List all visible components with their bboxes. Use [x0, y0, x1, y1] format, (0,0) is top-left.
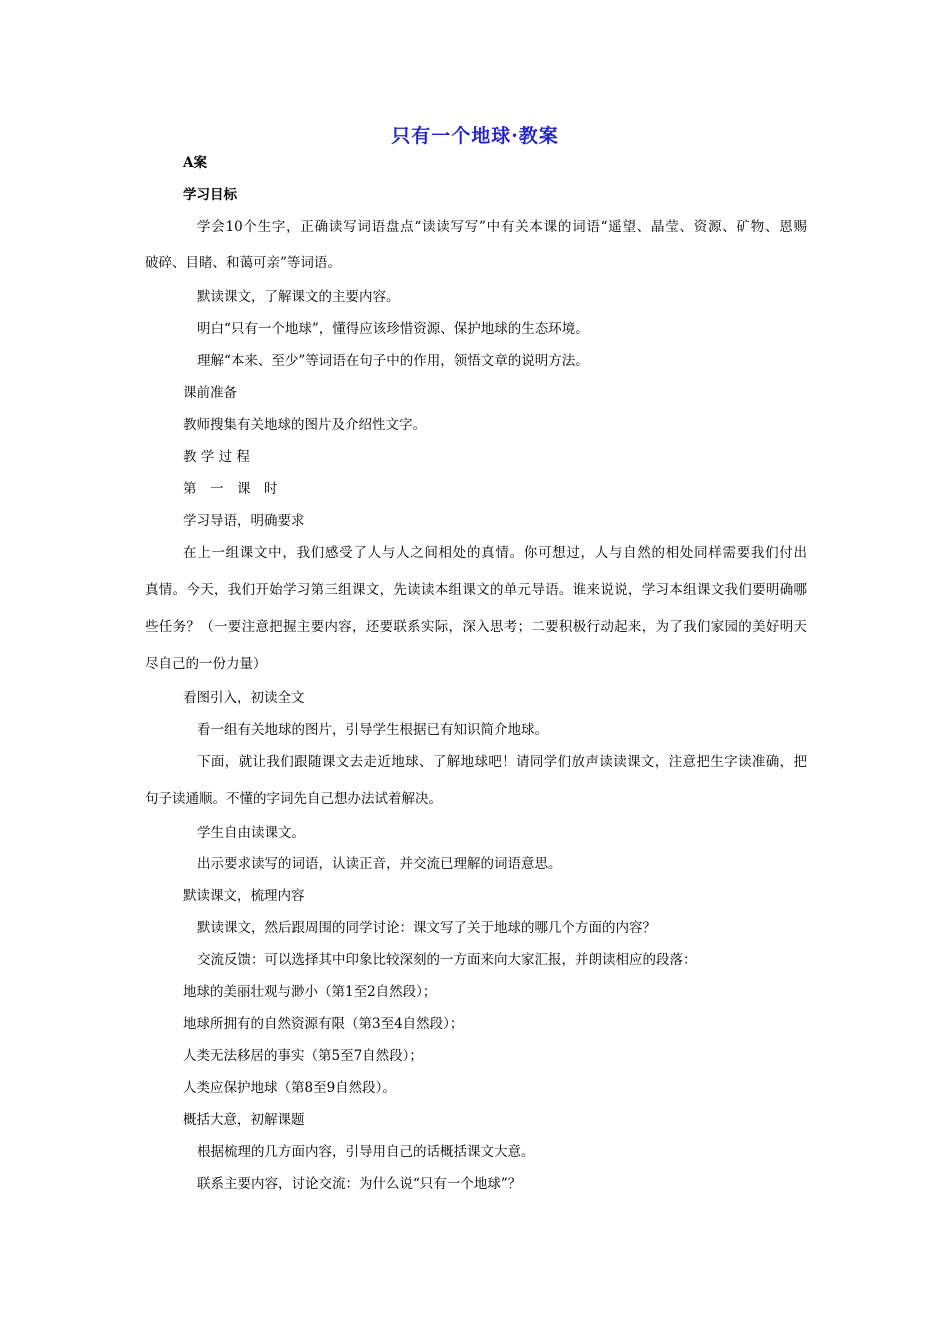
document-title: 只有一个地球·教案 — [391, 125, 559, 147]
heading-summary: 概括大意，初解课题 — [183, 1112, 305, 1128]
paragraph-line: 在上一组课文中，我们感受了人与人之间相处的真情。你可想过，人与自然的相处同样需要我们付出 — [183, 545, 807, 561]
list-item: 地球所拥有的自然资源有限（第3至4自然段）； — [183, 1016, 464, 1032]
paragraph-line: 句子读通顺。不懂的字词先自己想办法试着解决。 — [145, 791, 442, 807]
paragraph-line: 学生自由读课文。 — [197, 825, 305, 841]
list-item: 地球的美丽壮观与渺小（第1至2自然段）； — [183, 984, 437, 1000]
paragraph-line: 出示要求读写的词语，认读正音，并交流已理解的词语意思。 — [197, 856, 562, 872]
paragraph-line: 教师搜集有关地球的图片及介绍性文字。 — [183, 417, 426, 433]
heading-preparation: 课前准备 — [183, 385, 237, 401]
list-item: 人类无法移居的事实（第5至7自然段）； — [183, 1048, 423, 1064]
heading-teaching-process: 教 学 过 程 — [183, 449, 250, 465]
section-label-a: A案 — [183, 155, 207, 171]
paragraph-line: 根据梳理的几方面内容，引导用自己的话概括课文大意。 — [197, 1144, 535, 1160]
list-item: 人类应保护地球（第8至9自然段）。 — [183, 1080, 396, 1096]
paragraph-line: 默读课文，了解课文的主要内容。 — [197, 289, 400, 305]
paragraph-line: 看一组有关地球的图片，引导学生根据已有知识简介地球。 — [197, 722, 548, 738]
heading-first-lesson: 第 一 课 时 — [183, 481, 278, 497]
paragraph-line: 真情。今天，我们开始学习第三组课文，先读读本组课文的单元导语。谁来说说，学习本组课文我们要明确哪 — [145, 582, 807, 598]
paragraph-line: 破碎、目睹、和蔼可亲”等词语。 — [145, 255, 341, 271]
paragraph-line: 默读课文，然后跟周围的同学讨论：课文写了关于地球的哪几个方面的内容？ — [197, 920, 656, 936]
paragraph-line: 交流反馈：可以选择其中印象比较深刻的一方面来向大家汇报，并朗读相应的段落： — [197, 952, 697, 968]
paragraph-line: 联系主要内容，讨论交流：为什么说“只有一个地球”？ — [197, 1176, 522, 1192]
paragraph-line: 学会10个生字，正确读写词语盘点“读读写写”中有关本课的词语“遥望、晶莹、资源、矿物、恩赐 — [197, 219, 807, 235]
heading-picture-intro: 看图引入，初读全文 — [183, 690, 305, 706]
paragraph-line: 尽自己的一份力量） — [145, 656, 267, 672]
paragraph-line: 理解“本来、至少”等词语在句子中的作用，领悟文章的说明方法。 — [197, 353, 589, 369]
heading-learning-goals: 学习目标 — [183, 187, 237, 203]
paragraph-line: 些任务？（一要注意把握主要内容，还要联系实际，深入思考；二要积极行动起来，为了我们家园的美好明天 — [145, 619, 807, 635]
heading-intro: 学习导语，明确要求 — [183, 513, 305, 529]
paragraph-line: 下面，就让我们跟随课文去走近地球、了解地球吧！请同学们放声读读课文，注意把生字读准确，把 — [197, 754, 807, 770]
paragraph-line: 明白“只有一个地球”，懂得应该珍惜资源、保护地球的生态环境。 — [197, 321, 589, 337]
heading-silent-reading: 默读课文，梳理内容 — [183, 888, 305, 904]
